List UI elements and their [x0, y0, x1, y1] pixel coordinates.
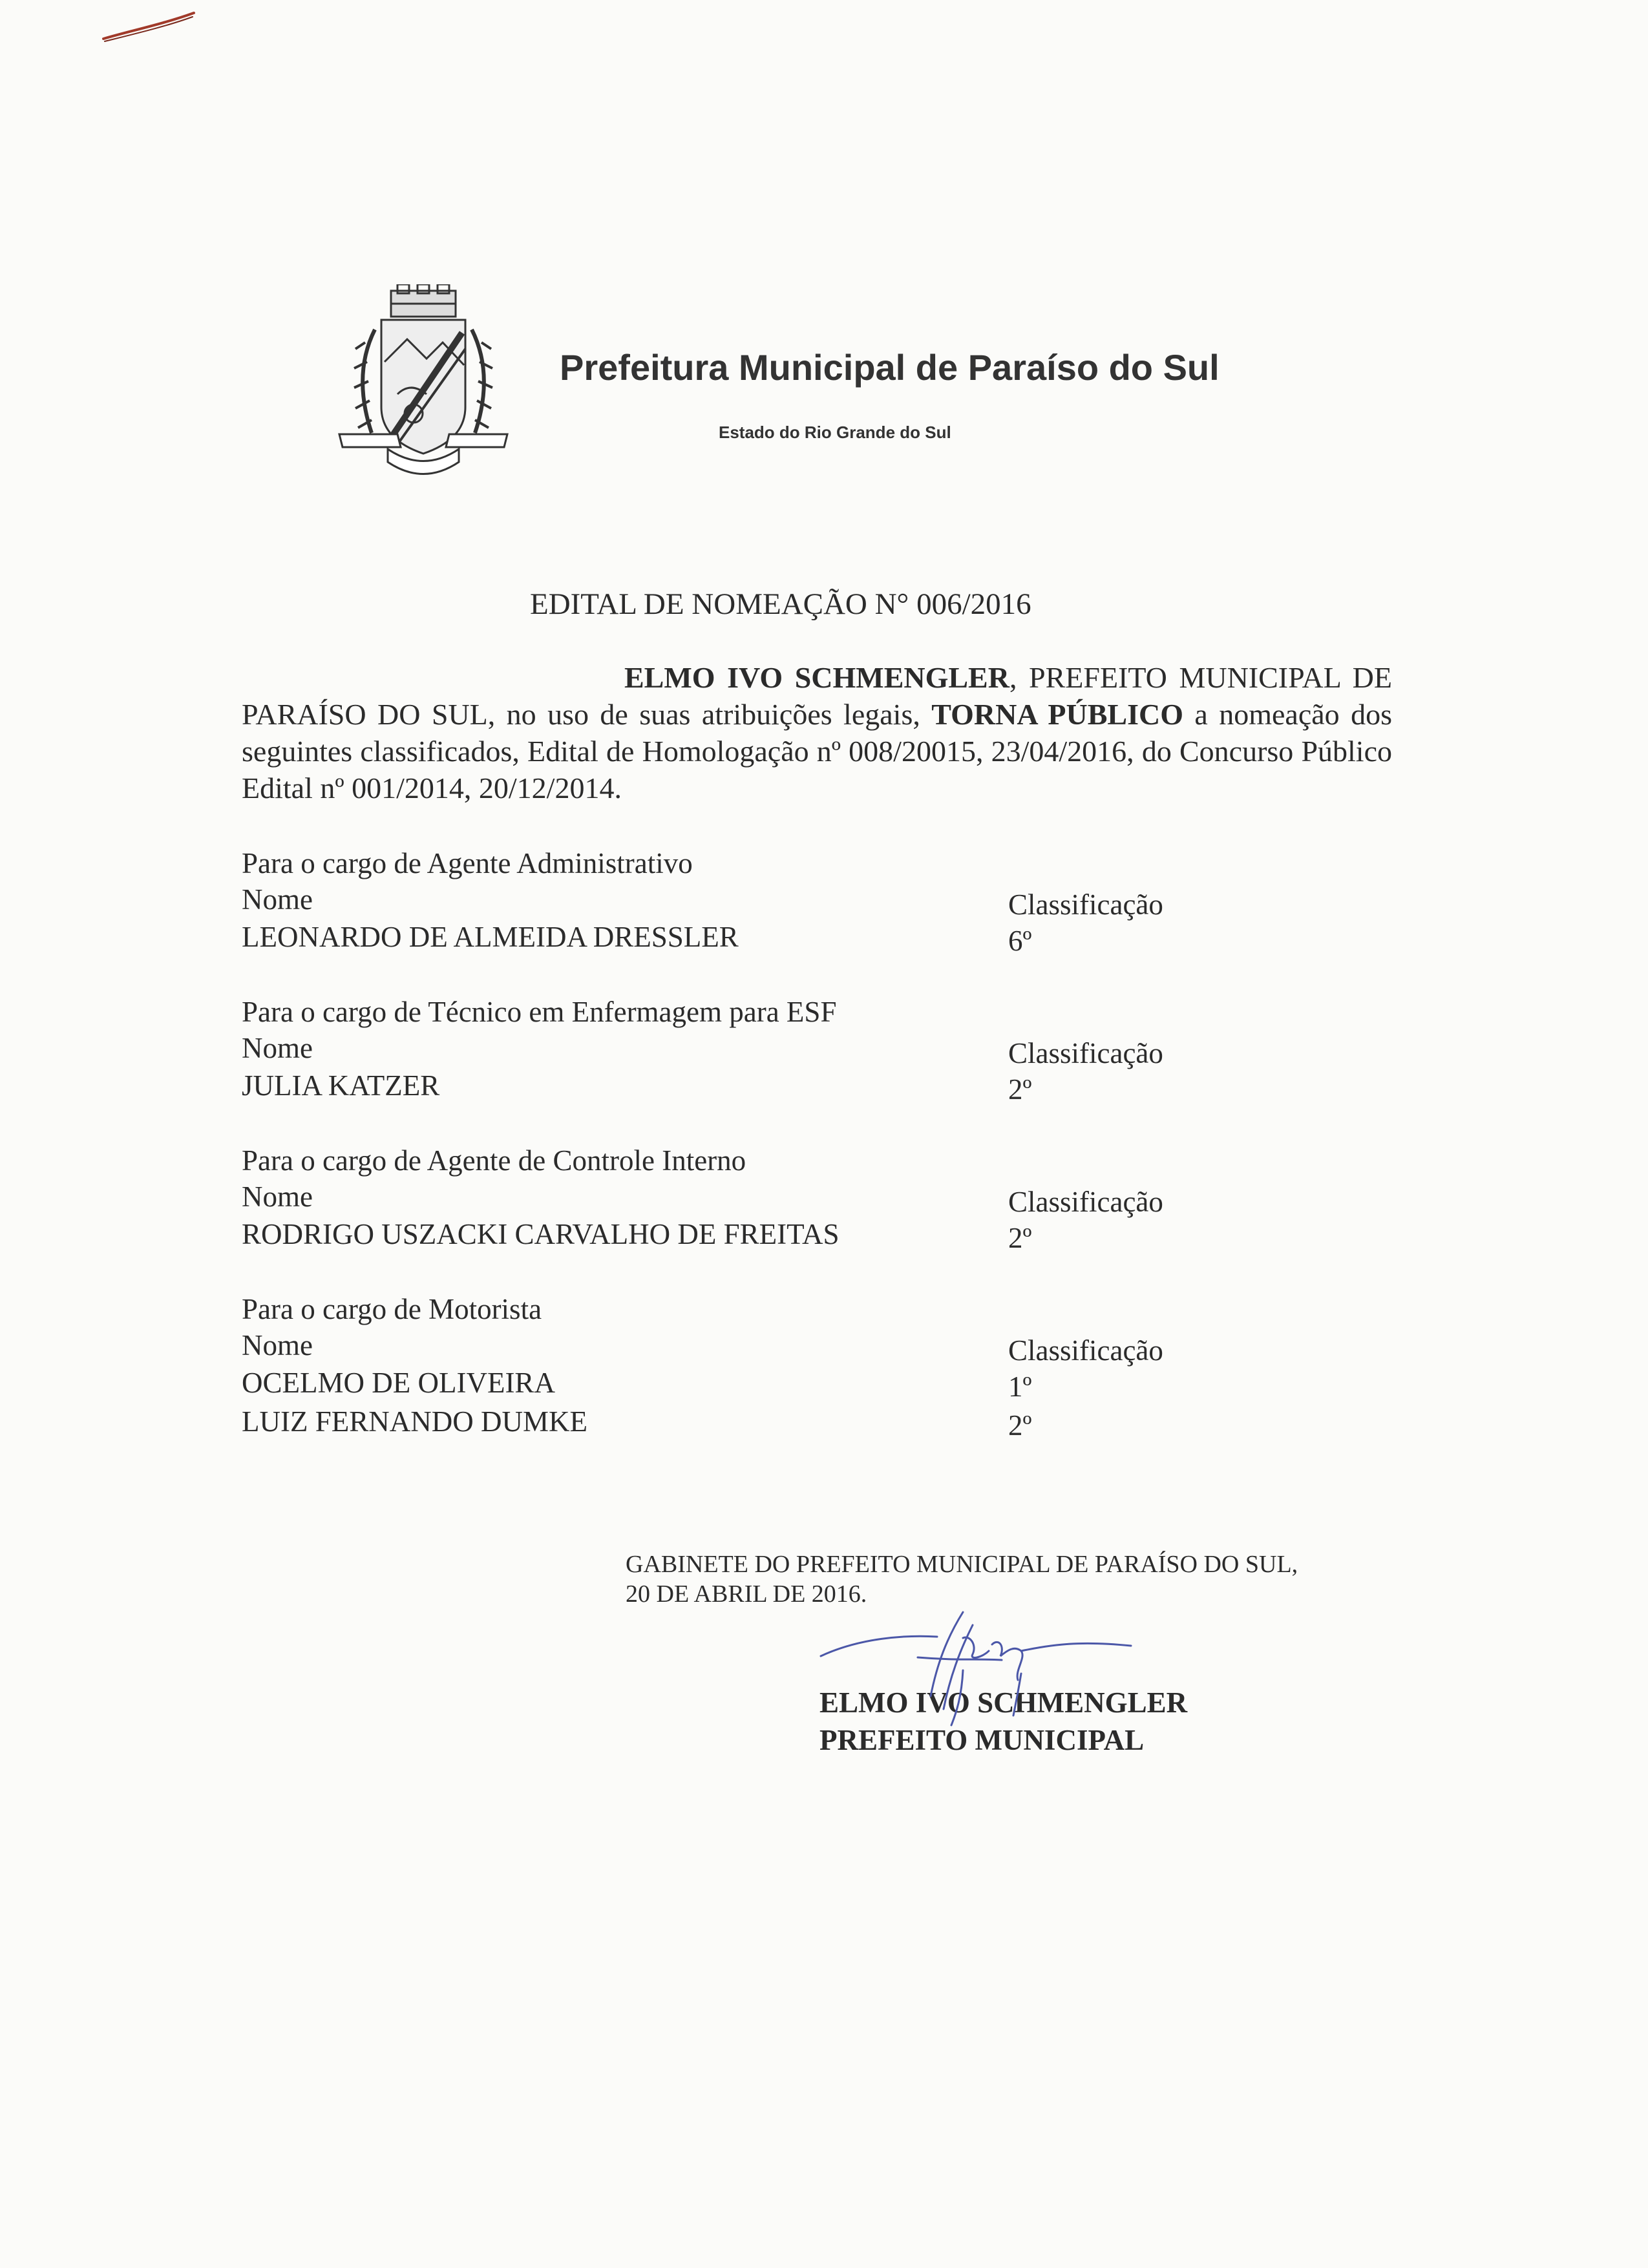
handwritten-signature	[808, 1599, 1150, 1728]
candidate-rank: 1º	[1008, 1370, 1032, 1403]
section-heading: Para o cargo de Agente de Controle Interno	[242, 1144, 746, 1177]
signer-name: ELMO IVO SCHMENGLER	[819, 1686, 1188, 1719]
signer-title: PREFEITO MUNICIPAL	[819, 1724, 1145, 1756]
classification-column-header: Classificação	[1008, 888, 1163, 921]
candidate-rank: 2º	[1008, 1409, 1032, 1442]
pen-mark	[97, 5, 200, 50]
torna-publico: TORNA PÚBLICO	[931, 698, 1183, 731]
candidate-name: JULIA KATZER	[242, 1069, 440, 1102]
municipal-crest-icon	[336, 284, 511, 491]
intro-paragraph	[242, 659, 1392, 806]
classification-column-header: Classificação	[1008, 1186, 1163, 1218]
candidate-rank: 2º	[1008, 1222, 1032, 1254]
candidate-name: RODRIGO USZACKI CARVALHO DE FREITAS	[242, 1218, 840, 1250]
candidate-rank: 6º	[1008, 925, 1032, 957]
intro-text-1: , PREFEITO MUNICIPAL DE PARAÍSO DO SUL, no uso de suas atribuições legais,	[242, 661, 1392, 731]
section-heading: Para o cargo de Técnico em Enfermagem para ESF	[242, 996, 837, 1028]
candidate-name: OCELMO DE OLIVEIRA	[242, 1367, 555, 1399]
intro-text-2: a nomeação dos seguintes classificados, Edital de Homologação nº 008/20015, 23/04/2016, do Concurso Público Edital nº 001/2014, 20/12/2014.	[242, 698, 1392, 804]
classification-column-header: Classificação	[1008, 1037, 1163, 1069]
page-subtitle: Estado do Rio Grande do Sul	[719, 423, 951, 442]
closing-line-1: GABINETE DO PREFEITO MUNICIPAL DE PARAÍSO DO SUL,	[626, 1551, 1298, 1578]
document-title: EDITAL DE NOMEAÇÃO N° 006/2016	[530, 587, 1031, 621]
section-heading: Para o cargo de Agente Administrativo	[242, 847, 693, 879]
mayor-name: ELMO IVO SCHMENGLER	[624, 661, 1009, 694]
name-column-header: Nome	[242, 883, 313, 916]
closing-line-2: 20 DE ABRIL DE 2016.	[626, 1580, 867, 1608]
name-column-header: Nome	[242, 1329, 313, 1361]
candidate-name: LUIZ FERNANDO DUMKE	[242, 1405, 587, 1438]
candidate-name: LEONARDO DE ALMEIDA DRESSLER	[242, 921, 739, 953]
name-column-header: Nome	[242, 1032, 313, 1064]
section-heading: Para o cargo de Motorista	[242, 1293, 542, 1325]
name-column-header: Nome	[242, 1181, 313, 1213]
candidate-rank: 2º	[1008, 1073, 1032, 1106]
page-title: Prefeitura Municipal de Paraíso do Sul	[560, 347, 1220, 388]
classification-column-header: Classificação	[1008, 1334, 1163, 1367]
